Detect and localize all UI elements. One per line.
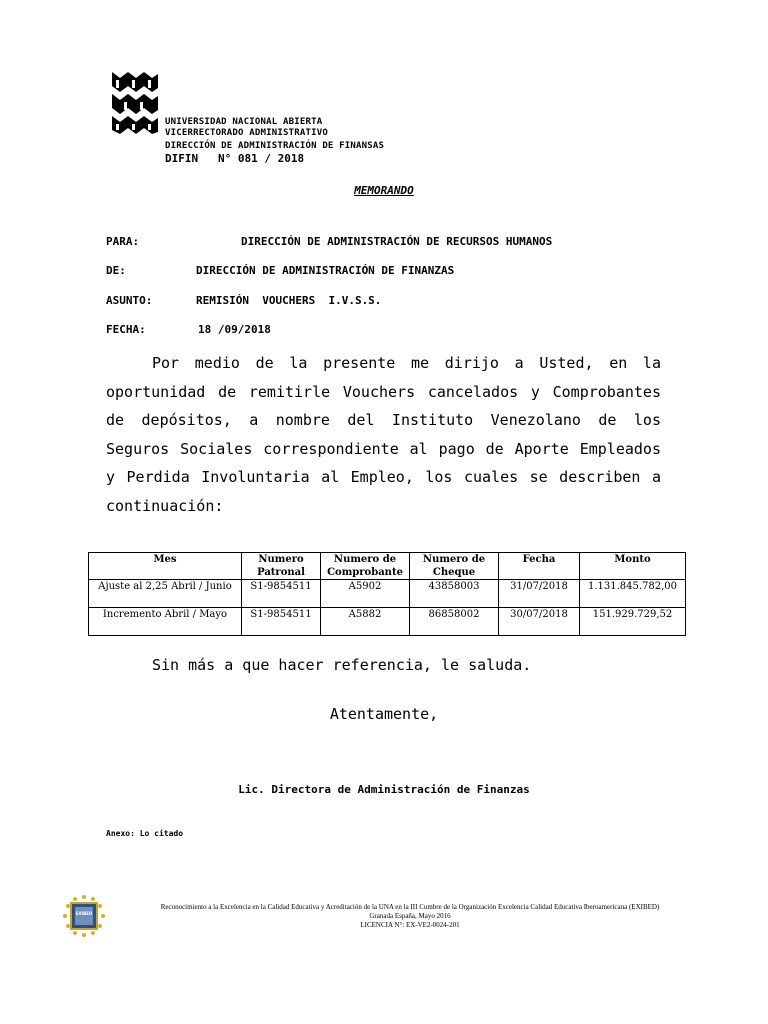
cell-fecha: 30/07/2018 <box>499 608 580 636</box>
regards: Atentamente, <box>329 705 439 723</box>
closing-line: Sin más a que hacer referencia, le saluda. <box>152 656 532 674</box>
una-logo-icon <box>110 72 160 134</box>
col-numero-cheque: Numero de Cheque <box>410 553 499 580</box>
memo-body: Por medio de la presente me dirijo a Usted, en la oportunidad de remitirle Vouchers cancelados y Comprobantes de depósitos, a nombre del Instituto Venezolano de los Seguros Sociales correspondiente al pago de Aporte Empleados y Perdida Involuntaria al Empleo, los cuales se describen a continuación: <box>106 354 661 515</box>
vouchers-table <box>88 552 686 636</box>
cell-mes: Incremento Abril / Mayo <box>89 608 242 636</box>
de-value: DIRECCIÓN DE ADMINISTRACIÓN DE FINANZAS <box>196 264 455 277</box>
footer-recognition: Reconocimiento a la Excelencia en la Calidad Educativa y Acreditación de la UNA en la III Cumbre de la Organización Excelencia Calidad Educativa Iberoamericana (EXIBED) <box>160 903 660 911</box>
de-label: DE: <box>106 264 126 277</box>
cell-numero-patronal: S1-9854511 <box>242 580 321 608</box>
seal-text: EXIBED <box>75 911 93 916</box>
memo-number: DIFIN N° 081 / 2018 <box>165 152 305 165</box>
memo-title <box>0 184 768 197</box>
col-monto: Monto <box>580 553 686 580</box>
asunto-value: REMISIÓN VOUCHERS I.V.S.S. <box>196 294 382 307</box>
col-numero-comprobante: Numero de Comprobante <box>321 553 410 580</box>
cell-numero-cheque: 86858002 <box>410 608 499 636</box>
para-value: DIRECCIÓN DE ADMINISTRACIÓN DE RECURSOS HUMANOS <box>241 235 553 248</box>
table-row <box>89 580 686 608</box>
para-label: PARA: <box>106 235 140 248</box>
col-numero-patronal: Numero Patronal <box>242 553 321 580</box>
cell-fecha: 31/07/2018 <box>499 580 580 608</box>
table-header-row <box>89 553 686 580</box>
table-row <box>89 608 686 636</box>
cell-mes: Ajuste al 2,25 Abril / Junio <box>89 580 242 608</box>
header-university: UNIVERSIDAD NACIONAL ABIERTA <box>165 117 323 127</box>
memo-title-text: MEMORANDO <box>354 184 414 197</box>
footer-license: LICENCIA N°: EX-VE2-0024-201 <box>360 921 460 929</box>
cell-monto: 1.131.845.782,00 <box>580 580 686 608</box>
cell-numero-comprobante: A5882 <box>321 608 410 636</box>
signature: Lic. Directora de Administración de Finanzas <box>238 783 530 796</box>
footer-location: Granada España, Mayo 2016 <box>369 912 451 920</box>
header-vicerrectorado: VICERRECTORADO ADMINISTRATIVO <box>165 128 328 138</box>
cell-numero-patronal: S1-9854511 <box>242 608 321 636</box>
cell-numero-comprobante: A5902 <box>321 580 410 608</box>
footer <box>110 903 710 930</box>
asunto-label: ASUNTO: <box>106 294 153 307</box>
col-fecha: Fecha <box>499 553 580 580</box>
fecha-value: 18 /09/2018 <box>198 323 271 336</box>
fecha-label: FECHA: <box>106 323 146 336</box>
anexo: Anexo: Lo citado <box>106 829 184 838</box>
header-direccion: DIRECCIÓN DE ADMINISTRACIÓN DE FINANSAS <box>165 141 385 151</box>
cell-numero-cheque: 43858003 <box>410 580 499 608</box>
cell-monto: 151.929.729,52 <box>580 608 686 636</box>
col-mes: Mes <box>89 553 242 580</box>
exibed-seal-icon <box>62 894 106 938</box>
